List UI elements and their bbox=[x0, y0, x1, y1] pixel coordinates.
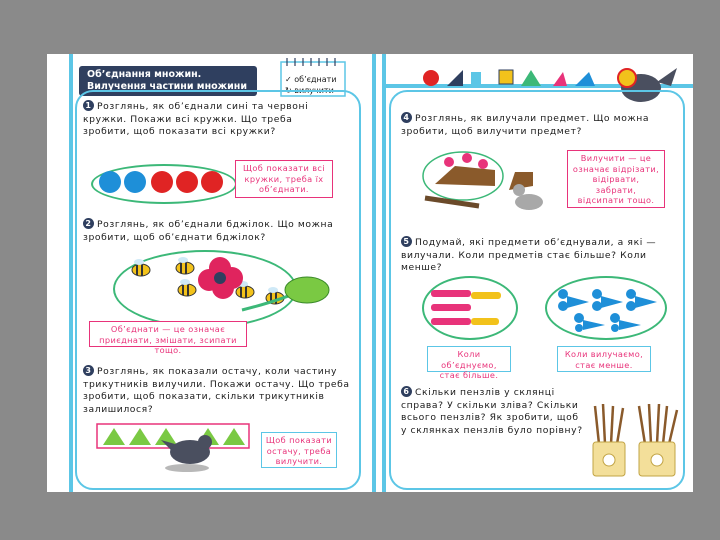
rect-shape bbox=[471, 72, 481, 86]
leaf-icon bbox=[285, 277, 329, 303]
scissors-icon bbox=[574, 313, 605, 332]
marker-icon bbox=[431, 290, 471, 297]
triangle-shape bbox=[575, 72, 595, 86]
task4-number: 4 bbox=[401, 112, 412, 123]
scissors-illustration bbox=[553, 282, 661, 332]
task6-body: Скільки пензлів у склянці справа? У скільки зліва? Скільки всього пензлів? Як зробити, щоб у склянках пензлів було порівну? bbox=[401, 387, 583, 436]
marker-icon bbox=[471, 318, 499, 325]
marker-icon bbox=[471, 292, 501, 299]
triangle-shape bbox=[553, 72, 567, 86]
task2-note: Об’єднати — це означає приєднати, змішати, зсипати тощо. bbox=[89, 321, 247, 347]
left-page-edge-line bbox=[372, 54, 376, 492]
red-circle bbox=[176, 171, 198, 193]
task3-number: 3 bbox=[83, 365, 94, 376]
red-circle bbox=[151, 171, 173, 193]
lesson-title-line1: Об’єднання множин. bbox=[87, 69, 202, 80]
task1-body: Розглянь, як об’єднали сині та червоні кружки. Покажи всі кружки. Що треба зробити, щоб показати всі кружки? bbox=[83, 101, 309, 137]
legend-join: ✓ об’єднати bbox=[285, 75, 337, 84]
task3-note: Щоб показати остачу, треба вилучити. bbox=[261, 432, 337, 468]
task1-note: Щоб показати всі кружки, треба їх об’єднати. bbox=[235, 160, 333, 198]
task6-text bbox=[401, 386, 587, 437]
red-circle bbox=[201, 171, 223, 193]
left-margin-line bbox=[69, 54, 73, 492]
legend-remove: ↻ вилучити bbox=[285, 86, 334, 95]
circle-shape bbox=[423, 70, 439, 86]
scissors-icon bbox=[592, 289, 623, 311]
bees-flower-illustration bbox=[117, 250, 367, 330]
markers-illustration bbox=[425, 282, 515, 332]
lesson-title-line2: Вилучення частини множини bbox=[87, 81, 247, 92]
task4-text bbox=[401, 112, 679, 138]
task5-note-left: Коли об’єднуємо, стає більше. bbox=[427, 346, 511, 372]
task3-body: Розглянь, як показали остачу, коли частину трикутників вилучили. Покажи остачу. Що треба зробити, щоб показати, скільки трикутників залишилося? bbox=[83, 366, 350, 415]
brush-icon bbox=[595, 404, 677, 444]
task2-text bbox=[83, 218, 353, 244]
blue-circle bbox=[99, 171, 121, 193]
scissors-icon bbox=[558, 289, 589, 311]
triangle-shape bbox=[521, 70, 541, 86]
task1-number: 1 bbox=[83, 100, 94, 111]
triangles-illustration bbox=[95, 416, 255, 478]
scissors-icon bbox=[626, 289, 657, 311]
task6-number: 6 bbox=[401, 386, 412, 397]
task1-text bbox=[83, 100, 319, 139]
right-page-edge-line bbox=[382, 54, 386, 492]
task3-text bbox=[83, 365, 353, 416]
marker-icon bbox=[431, 304, 471, 311]
blue-circle bbox=[124, 171, 146, 193]
bee-icon bbox=[132, 259, 150, 276]
scissors-icon bbox=[610, 313, 641, 332]
task5-note-right: Коли вилучаємо, стає менше. bbox=[557, 346, 651, 372]
task4-body: Розглянь, як вилучали предмет. Що можна зробити, щоб вилучити предмет? bbox=[401, 113, 650, 137]
triangle-shape bbox=[447, 70, 463, 86]
task2-number: 2 bbox=[83, 218, 94, 229]
task5-number: 5 bbox=[401, 236, 412, 247]
bee-icon bbox=[178, 279, 196, 296]
bee-icon bbox=[176, 257, 194, 274]
task2-body: Розглянь, як об’єднали бджілок. Що можна зробити, щоб об’єднати бджілок? bbox=[83, 219, 334, 243]
mouse-icon bbox=[515, 194, 543, 210]
cake-mouse-illustration bbox=[419, 142, 575, 226]
task5-body: Подумай, які предмети об’єднували, а які — вилучали. Коли предметів стає більше? Коли менше? bbox=[401, 237, 657, 273]
square-shape bbox=[499, 70, 513, 84]
textbook-spread bbox=[47, 54, 693, 492]
brush-jars-illustration bbox=[587, 400, 683, 480]
marker-icon bbox=[431, 318, 471, 325]
task5-text bbox=[401, 236, 679, 275]
task4-note: Вилучити — це означає відрізати, відірвати, забрати, відсипати тощо. bbox=[567, 150, 665, 208]
